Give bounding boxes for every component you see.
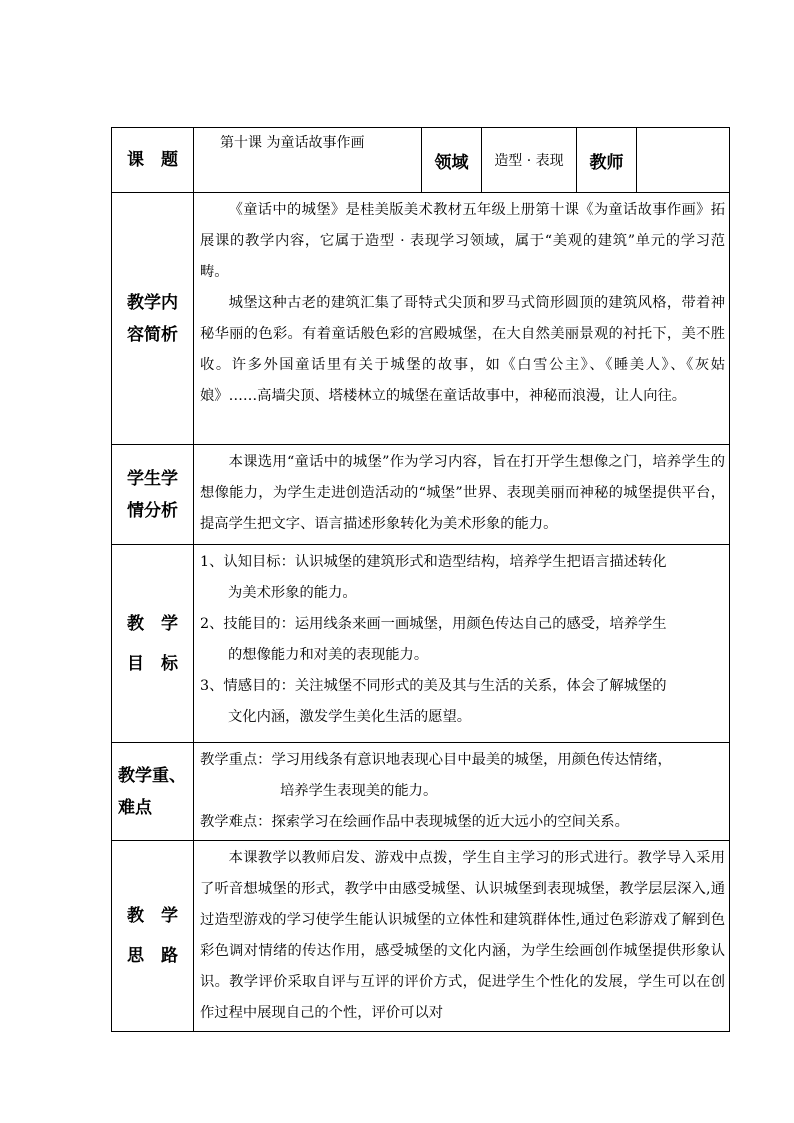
- content-analysis-row: [112, 193, 730, 445]
- teacher-label: 教师: [577, 128, 637, 193]
- approach-label: 教 学思 路: [112, 841, 194, 1032]
- header-row: [112, 128, 730, 193]
- content-paragraph-2: 城堡这种古老的建筑汇集了哥特式尖顶和罗马式筒形圆顶的建筑风格，带着神秘华丽的色彩。有着童话般色彩的宫殿城堡，在大自然美丽景观的衬托下，美不胜收。许多外国童话里有关于城堡的故事，如《白雪公主》、《睡美人》、《灰姑娘》……高墙尖顶、塔楼林立的城堡在童话故事中，神秘而浪漫，让人向往。: [200, 295, 725, 404]
- objectives-text: [194, 545, 730, 743]
- content-paragraph-1: 《童话中的城堡》是桂美版美术教材五年级上册第十课《为童话故事作画》拓展课的教学内容，它属于造型 · 表现学习领域，属于“美观的建筑”单元的学习范畴。: [200, 202, 725, 280]
- focus-line-1: 教学重点：学习用线条有意识地表现心目中最美的城堡，用颜色传达情绪，: [200, 752, 672, 768]
- approach-row: [112, 841, 730, 1032]
- objective-2-line-1: 2、技能目的：运用线条来画一画城堡，用颜色传达自己的感受，培养学生: [200, 616, 667, 632]
- domain-label: 领域: [422, 128, 482, 193]
- objectives-row: [112, 545, 730, 743]
- domain-value: 造型 · 表现: [482, 128, 577, 193]
- key-points-text: [194, 743, 730, 841]
- difficulty-line: 教学难点：探索学习在绘画作品中表现城堡的近大远小的空间关系。: [200, 814, 629, 830]
- student-analysis-label: 学生学情分析: [112, 445, 194, 545]
- objective-3-line-1: 3、情感目的：关注城堡不同形式的美及其与生活的关系，体会了解城堡的: [200, 678, 667, 694]
- key-points-row: [112, 743, 730, 841]
- objective-2-line-2: 的想像能力和对美的表现能力。: [228, 647, 429, 663]
- content-analysis-text: [194, 193, 730, 445]
- content-analysis-label: 教学内容简析: [112, 193, 194, 445]
- student-analysis-text: 本课选用“童话中的城堡”作为学习内容，旨在打开学生想像之门，培养学生的想像能力，为学生走进创造活动的“城堡”世界、表现美丽而神秘的城堡提供平台，提高学生把文字、语言描述形象转化为美术形象的能力。: [194, 445, 730, 545]
- key-points-label: 教学重、难点: [112, 743, 194, 841]
- objective-1-line-1: 1、认知目标：认识城堡的建筑形式和造型结构，培养学生把语言描述转化: [200, 554, 667, 570]
- topic-label: 课 题: [112, 128, 194, 193]
- approach-text: 本课教学以教师启发、游戏中点拨，学生自主学习的形式进行。教学导入采用了听音想城堡的形式，教学中由感受城堡、认识城堡到表现城堡，教学层层深入,通过造型游戏的学习使学生能认识城堡的立体性和建筑群体性,通过色彩游戏了解到色彩色调对情绪的传达作用，感受城堡的文化内涵，为学生绘画创作城堡提供形象认识。教学评价采取自评与互评的评价方式，促进学生个性化的发展，学生可以在创作过程中展现自己的个性，评价可以对: [194, 841, 730, 1032]
- objectives-label: 教 学目 标: [112, 545, 194, 743]
- lesson-plan-table: [111, 127, 730, 1032]
- objective-3-line-2: 文化内涵，激发学生美化生活的愿望。: [228, 709, 472, 725]
- topic-value: 第十课 为童话故事作画: [194, 128, 422, 193]
- focus-line-2: 培养学生表现美的能力。: [280, 783, 438, 799]
- teacher-value: [637, 128, 730, 193]
- objective-1-line-2: 为美术形象的能力。: [228, 585, 357, 601]
- student-analysis-row: [112, 445, 730, 545]
